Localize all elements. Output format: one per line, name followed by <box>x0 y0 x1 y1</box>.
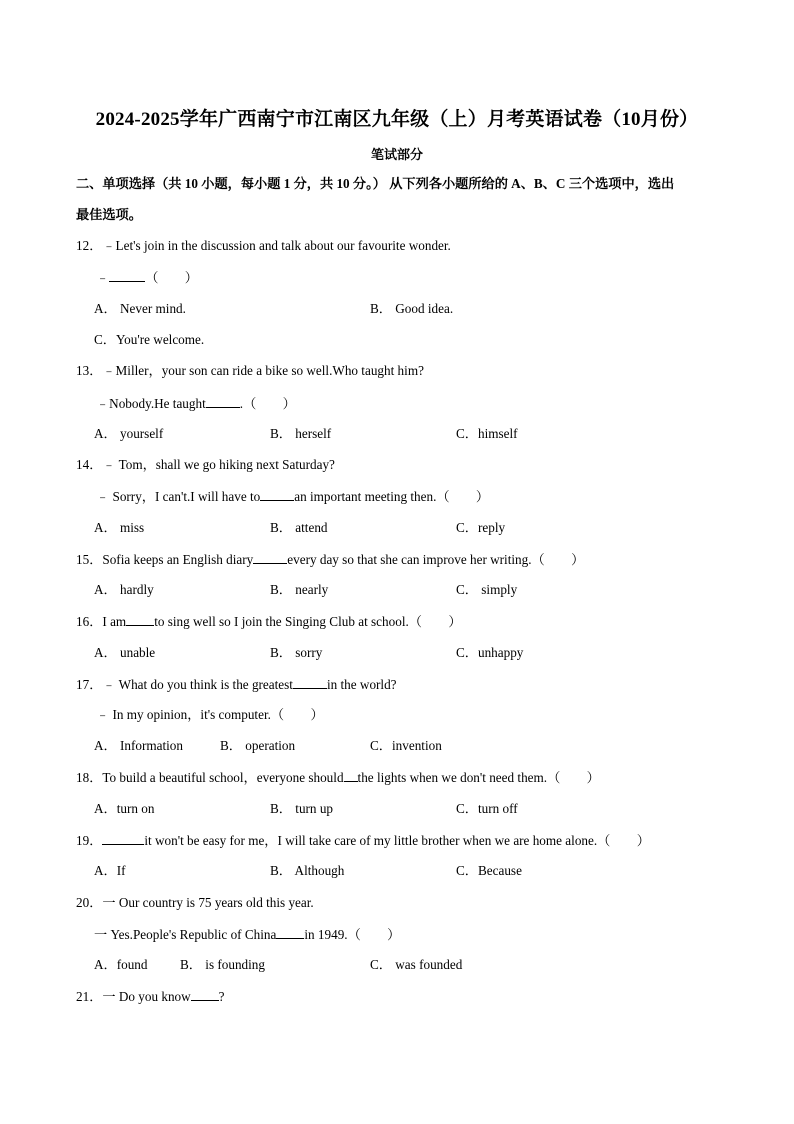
question-13-option-a: A． yourself <box>94 426 164 441</box>
bracket: .（ ） <box>239 396 296 411</box>
question-14 <box>76 456 335 474</box>
section-instructions: 二、单项选择（共 10 小题，每小题 1 分，共 10 分。） 从下列各小题所给的 A、B、C 三个选项中，选出 <box>76 176 675 191</box>
question-18-option-c: C．turn off <box>456 801 518 816</box>
question-17-answer-line: ﹣ In my opinion，it's computer.（ ） <box>96 707 324 722</box>
question-text-cont: an important meeting then.（ ） <box>294 489 490 504</box>
question-15 <box>76 550 584 569</box>
question-number: 15． <box>76 552 103 567</box>
question-14-answer-line <box>96 487 489 506</box>
question-21 <box>76 987 225 1006</box>
answer-blank <box>191 987 219 1001</box>
question-18-option-a: A．turn on <box>94 801 155 816</box>
question-number: 20． <box>76 895 103 910</box>
question-16-option-a: A． unable <box>94 645 156 660</box>
answer-blank <box>253 550 287 564</box>
question-18 <box>76 768 600 787</box>
question-text-cont: in the world? <box>326 677 397 692</box>
question-12-answer-line <box>96 268 198 287</box>
question-20-option-a: A．found <box>94 957 148 972</box>
question-16-option-c: C．unhappy <box>456 645 524 660</box>
question-text: ﹣Nobody.He taught <box>96 396 206 411</box>
question-number: 18． <box>76 770 103 785</box>
question-17 <box>76 675 397 694</box>
answer-blank <box>276 925 304 939</box>
question-text: ﹣Miller，your son can ride a bike so well.Who taught him? <box>102 363 424 378</box>
question-number: 16． <box>76 614 103 629</box>
question-20-answer-line <box>94 925 400 944</box>
question-12-option-b: B． Good idea. <box>370 301 454 316</box>
answer-blank <box>102 831 144 845</box>
answer-blank <box>260 487 294 501</box>
question-19-option-c: C．Because <box>456 863 522 878</box>
question-text: ﹣ Sorry，I can't.I will have to <box>96 489 261 504</box>
question-17-option-c: C．invention <box>370 738 442 753</box>
section-instructions-cont: 最佳选项。 <box>76 207 142 222</box>
question-16-option-b: B． sorry <box>270 645 323 660</box>
question-number: 13． <box>76 363 103 378</box>
question-17-option-b: B． operation <box>220 738 296 753</box>
question-number: 17． <box>76 677 103 692</box>
question-text-cont: in 1949.（ ） <box>304 927 401 942</box>
question-15-option-a: A． hardly <box>94 582 154 597</box>
answer-blank <box>293 675 327 689</box>
answer-blank <box>344 768 358 782</box>
question-text: 一 Yes.People's Republic of China <box>94 927 277 942</box>
question-15-option-b: B． nearly <box>270 582 329 597</box>
question-18-option-b: B． turn up <box>270 801 334 816</box>
question-20-option-c: C． was founded <box>370 957 463 972</box>
question-16 <box>76 612 462 631</box>
question-12-option-a: A． Never mind. <box>94 301 186 316</box>
question-text: ﹣Let's join in the discussion and talk about our favourite wonder. <box>102 238 451 253</box>
question-number: 14． <box>76 457 103 472</box>
question-text: I am <box>102 614 127 629</box>
question-text-cont: the lights when we don't need them.（ ） <box>357 770 600 785</box>
answer-blank <box>109 268 145 282</box>
question-text-cont: every day so that she can improve her writing.（ ） <box>287 552 585 567</box>
question-14-option-a: A． miss <box>94 520 145 535</box>
answer-blank <box>206 394 240 408</box>
question-20-option-b: B． is founding <box>180 957 265 972</box>
question-12-option-c: C．You're welcome. <box>94 332 205 347</box>
question-13 <box>76 362 424 380</box>
question-13-answer-line <box>96 394 296 413</box>
question-15-option-c: C． simply <box>456 582 518 597</box>
dash: ﹣ <box>96 270 110 285</box>
question-number: 19． <box>76 833 103 848</box>
question-14-option-c: C．reply <box>456 520 506 535</box>
question-14-option-b: B． attend <box>270 520 328 535</box>
question-13-option-b: B． herself <box>270 426 332 441</box>
question-13-option-c: C．himself <box>456 426 518 441</box>
question-text: 一 Do you know <box>102 989 191 1004</box>
question-20 <box>76 894 314 912</box>
answer-blank <box>126 612 154 626</box>
question-text-cont: it won't be easy for me，I will take care of my little brother when we are home alone.（ ） <box>144 833 650 848</box>
question-text: 一 Our country is 75 years old this year. <box>102 895 314 910</box>
question-17-option-a: A． Information <box>94 738 183 753</box>
question-text-cont: ? <box>218 989 225 1004</box>
question-text: Sofia keeps an English diary <box>102 552 254 567</box>
question-number: 12． <box>76 238 103 253</box>
question-text-cont: to sing well so I join the Singing Club at school.（ ） <box>154 614 462 629</box>
question-text: ﹣ What do you think is the greatest <box>102 677 293 692</box>
bracket: （ ） <box>145 270 198 285</box>
question-text: To build a beautiful school，everyone should <box>102 770 344 785</box>
question-text: ﹣ Tom，shall we go hiking next Saturday? <box>102 457 335 472</box>
question-12 <box>76 237 451 255</box>
question-19-option-a: A．If <box>94 863 126 878</box>
exam-title: 2024-2025学年广西南宁市江南区九年级（上）月考英语试卷（10月份） <box>95 109 699 130</box>
question-19-option-b: B． Although <box>270 863 345 878</box>
exam-subtitle: 笔试部分 <box>370 147 423 162</box>
question-number: 21． <box>76 989 103 1004</box>
question-19 <box>76 831 650 850</box>
